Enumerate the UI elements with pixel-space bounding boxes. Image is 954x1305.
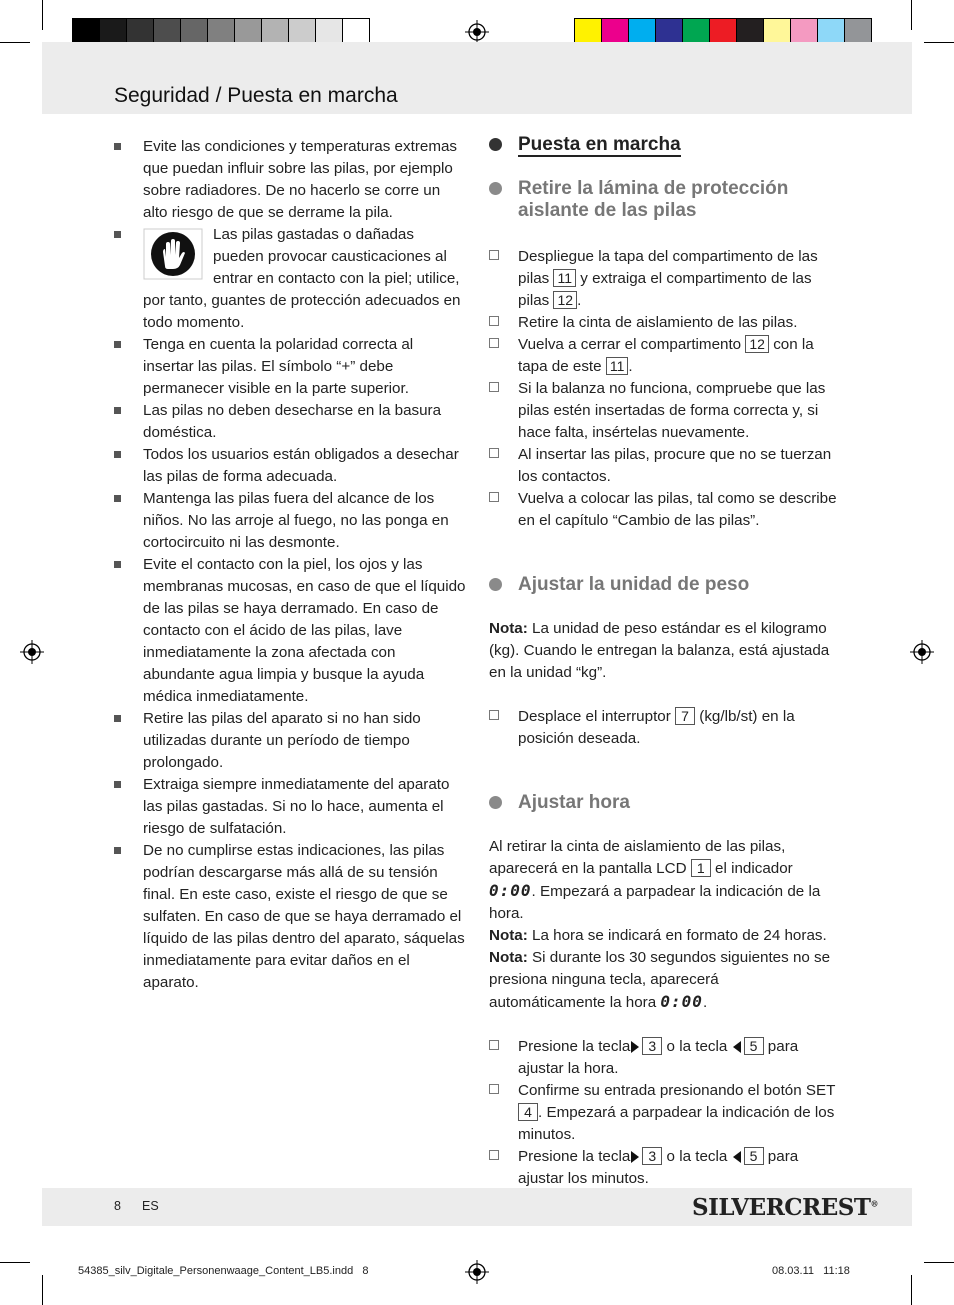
list-item: Las pilas no deben desecharse en la basura doméstica. (114, 400, 466, 444)
list-item: Extraiga siempre inmediatamente del aparato las pilas gastadas. Si no lo hace, aumenta el riesgo de sulfatación. (114, 774, 466, 840)
heading-ajustar-hora: Ajustar hora (489, 792, 839, 814)
reference-number: 7 (675, 707, 695, 725)
registration-mark-icon (20, 640, 44, 664)
square-bullet-icon (114, 561, 121, 568)
list-item: Todos los usuarios están obligados a desechar las pilas de forma adecuada. (114, 444, 466, 488)
list-item: Vuelva a cerrar el compartimento 12 con la tapa de este 11 . (489, 334, 839, 378)
page-number: 8 (114, 1199, 121, 1213)
crop-mark (924, 42, 954, 43)
bullet-dot-icon (489, 578, 502, 591)
heading-ajustar-peso: Ajustar la unidad de peso (489, 574, 839, 596)
crop-mark (911, 0, 912, 30)
bullet-dot-icon (489, 138, 502, 151)
square-bullet-icon (114, 451, 121, 458)
checkbox-bullet-icon (489, 1150, 499, 1160)
list-item-glove: Las pilas gastadas o dañadas pueden provocar causticaciones al entrar en contacto con la piel; utilice, por tanto, guantes de protección adecuados en todo momento. (114, 224, 466, 334)
checkbox-bullet-icon (489, 1040, 499, 1050)
list-item: Evite el contacto con la piel, los ojos y las membranas mucosas, en caso de que el líquido de las pilas se haya derramado. En caso de contacto con el ácido de las pilas, lave inmediatamente la zona afectada con abundante agua limpia y busque la ayuda médica inmediatamente. (114, 554, 466, 708)
checkbox-bullet-icon (489, 448, 499, 458)
page-title: Seguridad / Puesta en marcha (114, 84, 398, 107)
bullet-dot-icon (489, 182, 502, 195)
checkbox-bullet-icon (489, 710, 499, 720)
note-hora-1: Nota: La hora se indicará en formato de 24 horas. (489, 927, 827, 944)
list-item: Mantenga las pilas fuera del alcance de los niños. No las arroje al fuego, no las ponga en cortocircuito ni las desmonte. (114, 488, 466, 554)
checkbox-bullet-icon (489, 492, 499, 502)
list-item: Presione la tecla 3 o la tecla 5 para ajustar los minutos. (489, 1146, 839, 1190)
list-item: Tenga en cuenta la polaridad correcta al insertar las pilas. El símbolo “+” debe permanecer visible en la parte superior. (114, 334, 466, 400)
left-column (114, 136, 466, 994)
arrow-left-icon (733, 1151, 741, 1163)
list-item: Desplace el interruptor 7 (kg/lb/st) en la posición deseada. (489, 706, 839, 750)
square-bullet-icon (114, 231, 121, 238)
heading-puesta-en-marcha: Puesta en marcha (489, 134, 839, 156)
file-slug: 54385_silv_Digitale_Personenwaage_Content_LB5.indd 8 (78, 1265, 369, 1277)
list-item: Al insertar las pilas, procure que no se tuerzan los contactos. (489, 444, 839, 488)
list-item: Vuelva a colocar las pilas, tal como se describe en el capítulo “Cambio de las pilas”. (489, 488, 839, 532)
reference-number: 3 (642, 1037, 662, 1055)
reference-number: 11 (553, 269, 576, 287)
paragraph-hora: Al retirar la cinta de aislamiento de las pilas, aparecerá en la pantalla LCD 1 el indicador 0:00. Empezará a parpadear la indicación de la hora. (489, 838, 821, 922)
square-bullet-icon (114, 495, 121, 502)
list-item: Retire la cinta de aislamiento de las pilas. (489, 312, 839, 334)
reference-number: 12 (553, 291, 577, 309)
list-item: Confirme su entrada presionando el botón SET 4 . Empezará a parpadear la indicación de los minutos. (489, 1080, 839, 1146)
list-item: Retire las pilas del aparato si no han sido utilizadas durante un período de tiempo prolongado. (114, 708, 466, 774)
square-bullet-icon (114, 143, 121, 150)
square-bullet-icon (114, 847, 121, 854)
right-column (489, 134, 839, 1190)
square-bullet-icon (114, 341, 121, 348)
crop-mark (42, 1275, 43, 1305)
crop-mark (924, 1262, 954, 1263)
arrow-left-icon (733, 1041, 741, 1053)
reference-number: 11 (606, 357, 629, 375)
protective-gloves-icon (143, 228, 203, 280)
crop-mark (42, 0, 43, 30)
reference-number: 5 (744, 1147, 764, 1165)
list-item: Presione la tecla 3 o la tecla 5 para ajustar la hora. (489, 1036, 839, 1080)
reference-number: 12 (745, 335, 769, 353)
reference-number: 1 (691, 859, 711, 877)
reference-number: 4 (518, 1103, 538, 1121)
reference-number: 3 (642, 1147, 662, 1165)
date-slug: 08.03.11 11:18 (772, 1265, 850, 1277)
silvercrest-logo: SILVERCREST® (692, 1194, 878, 1221)
bullet-dot-icon (489, 796, 502, 809)
arrow-right-icon (631, 1041, 639, 1053)
note-peso: Nota: La unidad de peso estándar es el kilogramo (kg). Cuando le entregan la balanza, está ajustada en la unidad “kg”. (489, 620, 830, 681)
checkbox-bullet-icon (489, 338, 499, 348)
reference-number: 5 (744, 1037, 764, 1055)
square-bullet-icon (114, 715, 121, 722)
lcd-display-text: 0:00 (660, 992, 703, 1011)
square-bullet-icon (114, 407, 121, 414)
square-bullet-icon (114, 781, 121, 788)
crop-mark (0, 1262, 30, 1263)
registration-mark-icon (910, 640, 934, 664)
crop-mark (0, 42, 30, 43)
note-hora-2: Nota: Si durante los 30 segundos siguientes no se presiona ninguna tecla, aparecerá automáticamente la hora 0:00. (489, 949, 831, 1011)
checkbox-bullet-icon (489, 250, 499, 260)
checkbox-bullet-icon (489, 382, 499, 392)
checkbox-bullet-icon (489, 316, 499, 326)
language-code: ES (142, 1199, 159, 1213)
heading-retire-lamina: Retire la lámina de protección aislante de las pilas (489, 178, 839, 222)
registration-mark-icon (465, 20, 489, 44)
list-item: Evite las condiciones y temperaturas extremas que puedan influir sobre las pilas, por ejemplo sobre radiadores. De no hacerlo se corre un alto riesgo de que se derrame la pila. (114, 136, 466, 224)
list-item: De no cumplirse estas indicaciones, las pilas podrían descargarse más allá de su tensión final. En este caso, existe el riesgo de que se sulfaten. En caso de que se haya derramado el líquido de las pilas dentro del aparato, sáquelas inmediatamente para evitar daños en el aparato. (114, 840, 466, 994)
list-item: Si la balanza no funciona, compruebe que las pilas estén insertadas de forma correcta y, si hace falta, insértelas nuevamente. (489, 378, 839, 444)
arrow-right-icon (631, 1151, 639, 1163)
checkbox-bullet-icon (489, 1084, 499, 1094)
registration-mark-icon (465, 1260, 489, 1284)
list-item: Despliegue la tapa del compartimento de las pilas 11 y extraiga el compartimento de las pilas 12 . (489, 246, 839, 312)
crop-mark (911, 1275, 912, 1305)
lcd-display-text: 0:00 (489, 881, 532, 900)
